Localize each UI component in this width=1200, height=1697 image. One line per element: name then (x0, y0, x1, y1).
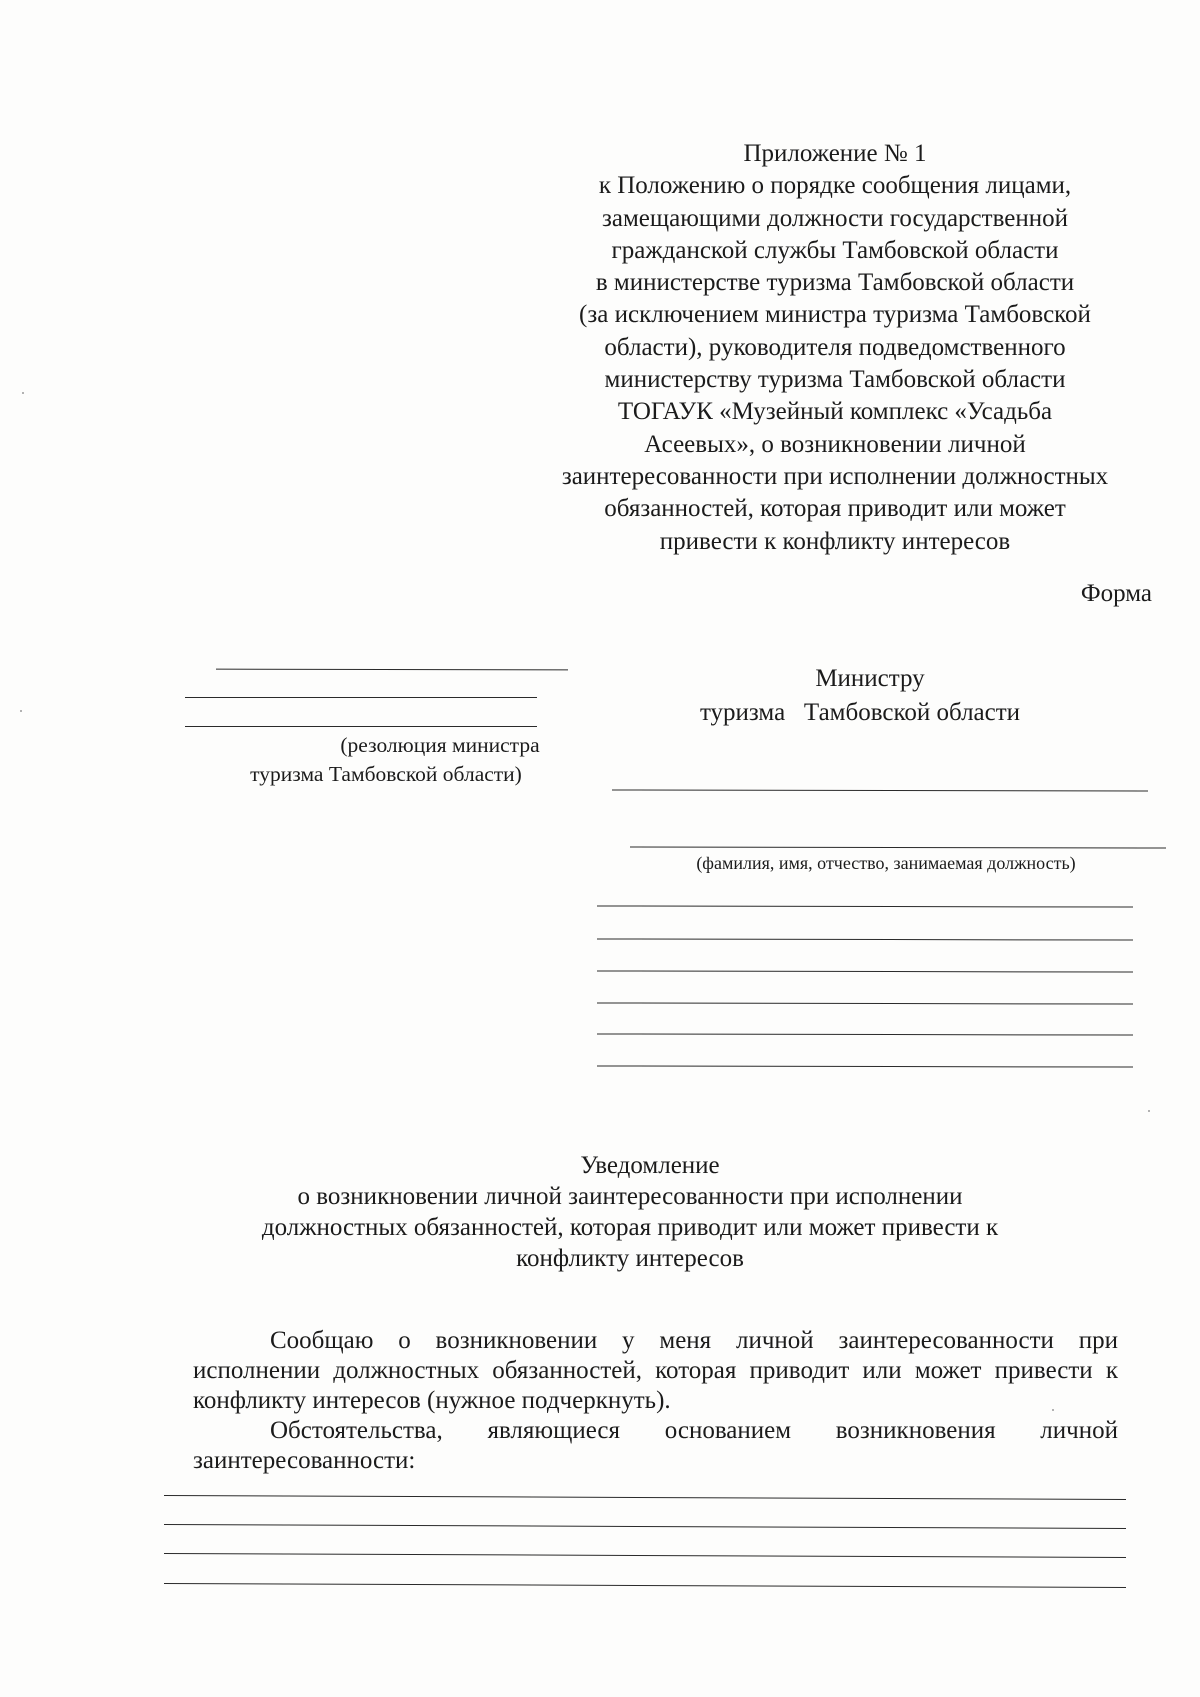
notice-paragraph: Обстоятельства, являющиеся основанием возникновения личной заинтересованности: (193, 1417, 1118, 1474)
header-line: в министерстве туризма Тамбовской области (595, 269, 1075, 297)
header-line: Асеевых», о возникновении личной (644, 430, 1026, 458)
header-line: области), руководителя подведомственного (604, 333, 1066, 361)
scan-speck (1052, 1409, 1054, 1411)
sender-detail-line (597, 1033, 1133, 1035)
sender-detail-line (597, 905, 1133, 907)
header-line: привести к конфликту интересов (659, 527, 1011, 555)
circumstances-line (164, 1583, 1126, 1588)
sender-name-line (630, 846, 1166, 848)
scan-speck (20, 710, 22, 712)
header-line: обязанностей, которая приводит или может (604, 495, 1066, 523)
notice-title-line: конфликту интересов (516, 1245, 744, 1272)
resolution-line (185, 697, 537, 698)
scan-speck (1148, 1110, 1150, 1112)
header-line: ТОГАУК «Музейный комплекс «Усадьба (617, 398, 1053, 426)
notice-paragraph: Сообщаю о возникновении у меня личной заинтересованности при исполнении должностных обязанностей, которая приводит или может привести к конфликту интересов (нужное подчеркнуть). (193, 1327, 1118, 1414)
scan-speck (22, 392, 24, 394)
notice-title-line: о возникновении личной заинтересованности при исполнении (297, 1183, 963, 1210)
notice-title (200, 1150, 1060, 1274)
sender-detail-line (597, 1065, 1133, 1067)
resolution-caption-line: туризма Тамбовской области) (250, 762, 522, 786)
resolution-caption (230, 731, 590, 789)
header-line: Приложение № 1 (743, 140, 927, 167)
resolution-line (216, 669, 568, 671)
notice-title-line: Уведомление (580, 1152, 720, 1179)
header-line: к Положению о порядке сообщения лицами, (598, 172, 1072, 200)
form-label: Форма (1080, 580, 1152, 607)
appendix-header (520, 138, 1150, 558)
circumstances-line (164, 1553, 1126, 1558)
resolution-caption-line: (резолюция министра (340, 733, 540, 757)
notice-title-line: должностных обязанностей, которая приводит или может привести к (261, 1214, 999, 1241)
addressee-line: Министру (815, 665, 925, 692)
addressee-line: туризма Тамбовской области (699, 699, 1021, 726)
header-line: заинтересованности при исполнении должностных (561, 462, 1109, 490)
sender-detail-line (597, 970, 1133, 972)
sender-name-line (612, 789, 1148, 791)
circumstances-line (164, 1524, 1126, 1529)
notice-body (193, 1326, 1118, 1476)
circumstances-line (164, 1495, 1126, 1500)
resolution-line (185, 726, 537, 727)
header-line: гражданской службы Тамбовской области (611, 236, 1059, 264)
header-line: (за исключением министра туризма Тамбовской (579, 301, 1091, 329)
addressee-block (650, 662, 1070, 730)
sender-caption: (фамилия, имя, отчество, занимаемая должность) (696, 853, 1076, 873)
header-line: министерству туризма Тамбовской области (604, 366, 1066, 394)
header-line: замещающими должности государственной (602, 204, 1068, 232)
sender-detail-line (597, 938, 1133, 940)
sender-detail-line (597, 1002, 1133, 1004)
